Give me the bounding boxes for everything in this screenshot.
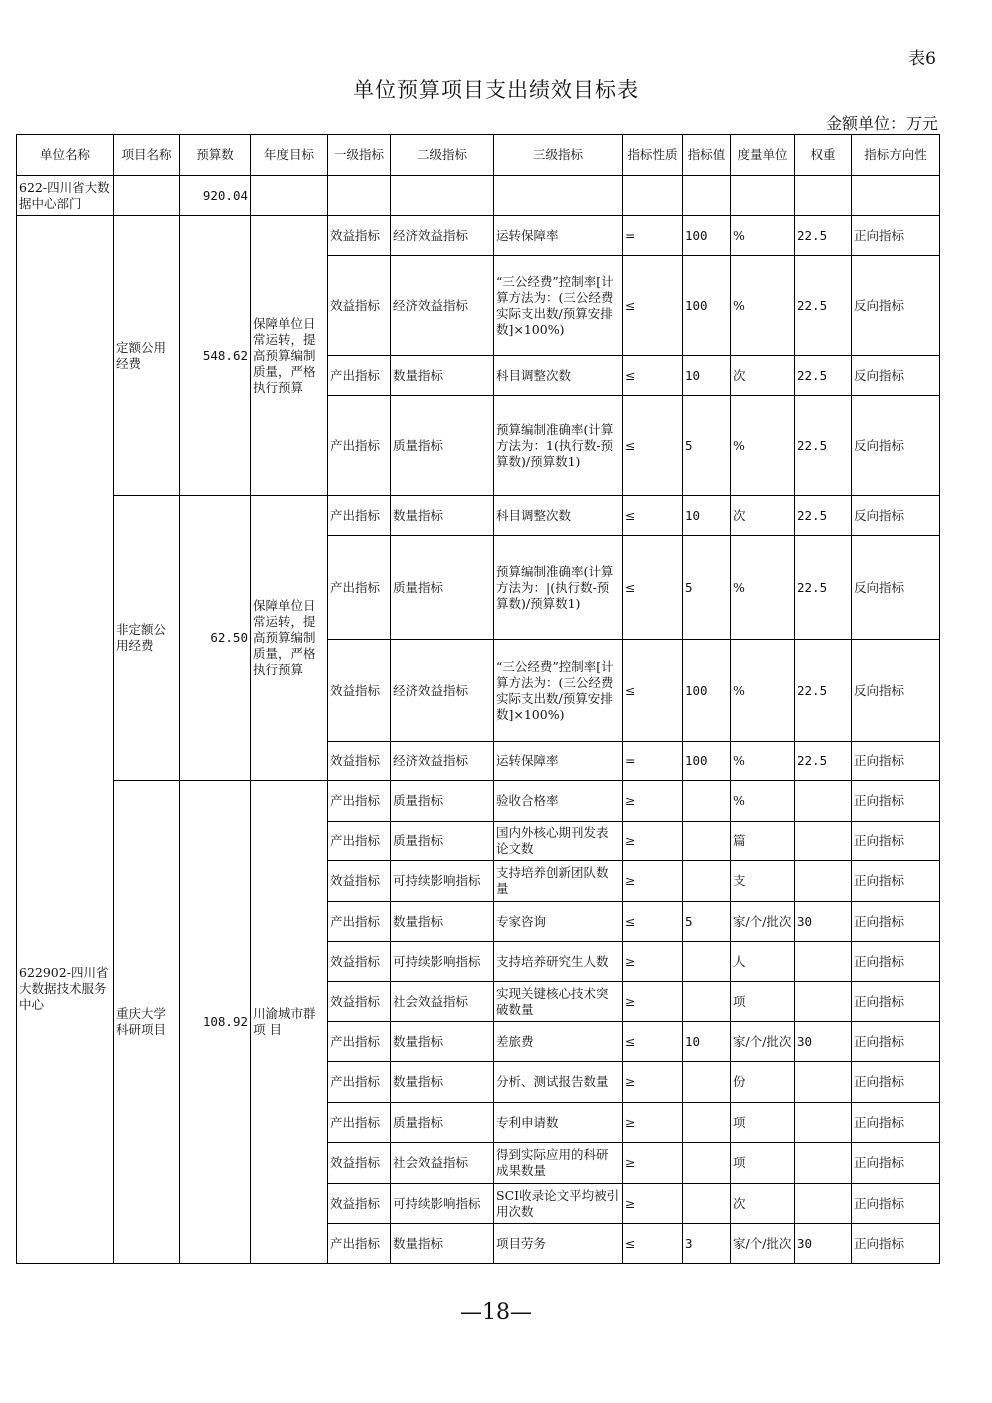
- table-header-row: [17, 135, 940, 176]
- indicator-value: 100: [683, 216, 731, 256]
- indicator-value: [683, 942, 731, 982]
- indicator-nature: ≤: [623, 1022, 683, 1062]
- level2-indicator: 质量指标: [391, 781, 494, 822]
- indicator-value: 100: [683, 640, 731, 742]
- weight-value: [795, 982, 852, 1022]
- indicator-value: 5: [683, 536, 731, 640]
- direction-cell: 正向指标: [852, 902, 940, 942]
- empty-cell: [391, 176, 494, 216]
- measure-unit: %: [731, 216, 795, 256]
- indicator-value: [683, 861, 731, 902]
- indicator-value: [683, 1143, 731, 1184]
- direction-cell: 正向指标: [852, 1062, 940, 1103]
- direction-cell: 正向指标: [852, 1224, 940, 1264]
- measure-unit: %: [731, 256, 795, 356]
- level2-indicator: 质量指标: [391, 536, 494, 640]
- level1-indicator: 效益指标: [328, 216, 391, 256]
- level3-indicator: 分析、测试报告数量: [494, 1062, 623, 1103]
- table-label: 表6: [908, 49, 936, 69]
- indicator-nature: ≤: [623, 396, 683, 496]
- summary-unit-name: 622-四川省大数据中心部门: [17, 176, 114, 216]
- performance-target-table: [16, 134, 940, 1264]
- empty-cell: [114, 176, 180, 216]
- level3-indicator: 差旅费: [494, 1022, 623, 1062]
- direction-cell: 正向指标: [852, 1143, 940, 1184]
- page-number: —18—: [460, 1300, 532, 1325]
- measure-unit: 项: [731, 982, 795, 1022]
- indicator-nature: ≤: [623, 902, 683, 942]
- weight-value: 22.5: [795, 396, 852, 496]
- direction-cell: 反向指标: [852, 396, 940, 496]
- project-budget-cell: 548.62: [180, 216, 251, 496]
- summary-row: [17, 176, 940, 216]
- indicator-nature: ≥: [623, 781, 683, 822]
- indicator-value: 10: [683, 496, 731, 536]
- indicator-nature: ≥: [623, 1062, 683, 1103]
- indicator-nature: ≥: [623, 1143, 683, 1184]
- level2-indicator: 质量指标: [391, 822, 494, 861]
- measure-unit: 项: [731, 1143, 795, 1184]
- level2-indicator: 可持续影响指标: [391, 942, 494, 982]
- indicator-nature: ≥: [623, 861, 683, 902]
- level1-indicator: 产出指标: [328, 1022, 391, 1062]
- direction-cell: 正向指标: [852, 216, 940, 256]
- unit-name-cell: 622902-四川省大数据技术服务中心: [17, 216, 114, 1264]
- column-header: 权重: [795, 135, 852, 176]
- indicator-nature: ≥: [623, 1103, 683, 1143]
- indicator-value: [683, 1184, 731, 1224]
- level3-indicator: 支持培养研究生人数: [494, 942, 623, 982]
- column-header: 指标方向性: [852, 135, 940, 176]
- project-name-cell: 重庆大学科研项目: [114, 781, 180, 1264]
- weight-value: 22.5: [795, 640, 852, 742]
- level1-indicator: 效益指标: [328, 640, 391, 742]
- direction-cell: 反向指标: [852, 536, 940, 640]
- indicator-value: [683, 982, 731, 1022]
- measure-unit: 家/个/批次: [731, 1224, 795, 1264]
- weight-value: 30: [795, 1224, 852, 1264]
- column-header: 指标性质: [623, 135, 683, 176]
- direction-cell: 反向指标: [852, 256, 940, 356]
- weight-value: 22.5: [795, 356, 852, 396]
- level3-indicator: 项目劳务: [494, 1224, 623, 1264]
- level2-indicator: 数量指标: [391, 902, 494, 942]
- direction-cell: 正向指标: [852, 781, 940, 822]
- level3-indicator: “三公经费”控制率[计算方法为：(三公经费实际支出数/预算安排数]×100%): [494, 640, 623, 742]
- measure-unit: 次: [731, 1184, 795, 1224]
- measure-unit: 支: [731, 861, 795, 902]
- level1-indicator: 产出指标: [328, 496, 391, 536]
- level1-indicator: 效益指标: [328, 982, 391, 1022]
- indicator-value: 3: [683, 1224, 731, 1264]
- column-header: 年度目标: [251, 135, 328, 176]
- indicator-value: 10: [683, 1022, 731, 1062]
- level1-indicator: 效益指标: [328, 742, 391, 781]
- indicator-nature: ≤: [623, 256, 683, 356]
- measure-unit: 家/个/批次: [731, 902, 795, 942]
- level3-indicator: 运转保障率: [494, 742, 623, 781]
- indicator-row: [17, 216, 940, 256]
- indicator-nature: ≤: [623, 356, 683, 396]
- column-header: 指标值: [683, 135, 731, 176]
- direction-cell: 正向指标: [852, 742, 940, 781]
- indicator-value: 100: [683, 256, 731, 356]
- direction-cell: 反向指标: [852, 356, 940, 396]
- level2-indicator: 质量指标: [391, 396, 494, 496]
- column-header: 度量单位: [731, 135, 795, 176]
- weight-value: [795, 822, 852, 861]
- indicator-value: 5: [683, 396, 731, 496]
- level3-indicator: 支持培养创新团队数量: [494, 861, 623, 902]
- column-header: 三级指标: [494, 135, 623, 176]
- indicator-row: [17, 496, 940, 536]
- empty-cell: [795, 176, 852, 216]
- direction-cell: 正向指标: [852, 1022, 940, 1062]
- annual-goal-cell: 川渝城市群项 目: [251, 781, 328, 1264]
- level2-indicator: 可持续影响指标: [391, 1184, 494, 1224]
- indicator-row: [17, 781, 940, 822]
- level1-indicator: 产出指标: [328, 356, 391, 396]
- level1-indicator: 效益指标: [328, 1184, 391, 1224]
- level1-indicator: 效益指标: [328, 256, 391, 356]
- project-name-cell: 非定额公用经费: [114, 496, 180, 781]
- indicator-value: [683, 1062, 731, 1103]
- indicator-nature: =: [623, 742, 683, 781]
- indicator-value: 100: [683, 742, 731, 781]
- level3-indicator: 预算编制准确率(计算方法为：1(执行数-预算数)/预算数1): [494, 396, 623, 496]
- direction-cell: 正向指标: [852, 942, 940, 982]
- level1-indicator: 产出指标: [328, 1062, 391, 1103]
- measure-unit: %: [731, 640, 795, 742]
- measure-unit: 份: [731, 1062, 795, 1103]
- weight-value: [795, 1103, 852, 1143]
- column-header: 一级指标: [328, 135, 391, 176]
- summary-budget: 920.04: [180, 176, 251, 216]
- level2-indicator: 社会效益指标: [391, 982, 494, 1022]
- indicator-value: [683, 1103, 731, 1143]
- annual-goal-cell: 保障单位日常运转，提高预算编制质量，严格执行预算: [251, 216, 328, 496]
- weight-value: [795, 1184, 852, 1224]
- direction-cell: 正向指标: [852, 982, 940, 1022]
- level1-indicator: 产出指标: [328, 1224, 391, 1264]
- level2-indicator: 经济效益指标: [391, 256, 494, 356]
- direction-cell: 反向指标: [852, 496, 940, 536]
- column-header: 单位名称: [17, 135, 114, 176]
- level2-indicator: 数量指标: [391, 1022, 494, 1062]
- empty-cell: [251, 176, 328, 216]
- empty-cell: [328, 176, 391, 216]
- document-title: 单位预算项目支出绩效目标表: [353, 78, 639, 102]
- measure-unit: 人: [731, 942, 795, 982]
- direction-cell: 正向指标: [852, 1184, 940, 1224]
- level1-indicator: 产出指标: [328, 1103, 391, 1143]
- level1-indicator: 效益指标: [328, 861, 391, 902]
- column-header: 项目名称: [114, 135, 180, 176]
- column-header: 预算数: [180, 135, 251, 176]
- measure-unit: %: [731, 781, 795, 822]
- weight-value: 22.5: [795, 496, 852, 536]
- level1-indicator: 效益指标: [328, 942, 391, 982]
- level1-indicator: 产出指标: [328, 536, 391, 640]
- measure-unit: %: [731, 396, 795, 496]
- indicator-nature: ≥: [623, 1184, 683, 1224]
- weight-value: 22.5: [795, 216, 852, 256]
- level2-indicator: 经济效益指标: [391, 640, 494, 742]
- level2-indicator: 数量指标: [391, 496, 494, 536]
- project-budget-cell: 62.50: [180, 496, 251, 781]
- weight-value: [795, 1143, 852, 1184]
- weight-value: 22.5: [795, 536, 852, 640]
- indicator-nature: ≤: [623, 496, 683, 536]
- measure-unit: 项: [731, 1103, 795, 1143]
- level2-indicator: 数量指标: [391, 1062, 494, 1103]
- direction-cell: 反向指标: [852, 640, 940, 742]
- measure-unit: 篇: [731, 822, 795, 861]
- measure-unit: 次: [731, 496, 795, 536]
- measure-unit: %: [731, 536, 795, 640]
- weight-value: [795, 781, 852, 822]
- empty-cell: [623, 176, 683, 216]
- indicator-value: [683, 822, 731, 861]
- indicator-nature: ≤: [623, 640, 683, 742]
- level3-indicator: 专利申请数: [494, 1103, 623, 1143]
- empty-cell: [731, 176, 795, 216]
- direction-cell: 正向指标: [852, 861, 940, 902]
- level2-indicator: 经济效益指标: [391, 742, 494, 781]
- project-budget-cell: 108.92: [180, 781, 251, 1264]
- indicator-nature: ≤: [623, 536, 683, 640]
- indicator-nature: ≥: [623, 982, 683, 1022]
- project-name-cell: 定额公用经费: [114, 216, 180, 496]
- level1-indicator: 效益指标: [328, 1143, 391, 1184]
- level1-indicator: 产出指标: [328, 396, 391, 496]
- measure-unit: 次: [731, 356, 795, 396]
- level2-indicator: 数量指标: [391, 356, 494, 396]
- measure-unit: %: [731, 742, 795, 781]
- level2-indicator: 经济效益指标: [391, 216, 494, 256]
- level3-indicator: 国内外核心期刊发表论文数: [494, 822, 623, 861]
- weight-value: [795, 861, 852, 902]
- level2-indicator: 数量指标: [391, 1224, 494, 1264]
- level3-indicator: SCI收录论文平均被引用次数: [494, 1184, 623, 1224]
- direction-cell: 正向指标: [852, 822, 940, 861]
- weight-value: [795, 1062, 852, 1103]
- level3-indicator: “三公经费”控制率[计算方法为：(三公经费实际支出数/预算安排数]×100%): [494, 256, 623, 356]
- annual-goal-cell: 保障单位日常运转，提高预算编制质量，严格执行预算: [251, 496, 328, 781]
- level3-indicator: 得到实际应用的科研成果数量: [494, 1143, 623, 1184]
- level1-indicator: 产出指标: [328, 902, 391, 942]
- weight-value: 22.5: [795, 742, 852, 781]
- weight-value: 30: [795, 1022, 852, 1062]
- level3-indicator: 专家咨询: [494, 902, 623, 942]
- empty-cell: [494, 176, 623, 216]
- measure-unit: 家/个/批次: [731, 1022, 795, 1062]
- indicator-value: 5: [683, 902, 731, 942]
- column-header: 二级指标: [391, 135, 494, 176]
- level3-indicator: 实现关键核心技术突破数量: [494, 982, 623, 1022]
- level2-indicator: 社会效益指标: [391, 1143, 494, 1184]
- weight-value: 22.5: [795, 256, 852, 356]
- level1-indicator: 产出指标: [328, 781, 391, 822]
- level3-indicator: 预算编制准确率(计算方法为：|(执行数-预算数)/预算数1): [494, 536, 623, 640]
- weight-value: 30: [795, 902, 852, 942]
- direction-cell: 正向指标: [852, 1103, 940, 1143]
- indicator-nature: ≤: [623, 1224, 683, 1264]
- level3-indicator: 验收合格率: [494, 781, 623, 822]
- amount-unit-note: 金额单位：万元: [825, 114, 938, 133]
- empty-cell: [852, 176, 940, 216]
- indicator-nature: ≥: [623, 822, 683, 861]
- level2-indicator: 质量指标: [391, 1103, 494, 1143]
- level1-indicator: 产出指标: [328, 822, 391, 861]
- level3-indicator: 科目调整次数: [494, 496, 623, 536]
- level2-indicator: 可持续影响指标: [391, 861, 494, 902]
- indicator-value: 10: [683, 356, 731, 396]
- indicator-nature: =: [623, 216, 683, 256]
- indicator-value: [683, 781, 731, 822]
- indicator-nature: ≥: [623, 942, 683, 982]
- empty-cell: [683, 176, 731, 216]
- level3-indicator: 运转保障率: [494, 216, 623, 256]
- level3-indicator: 科目调整次数: [494, 356, 623, 396]
- weight-value: [795, 942, 852, 982]
